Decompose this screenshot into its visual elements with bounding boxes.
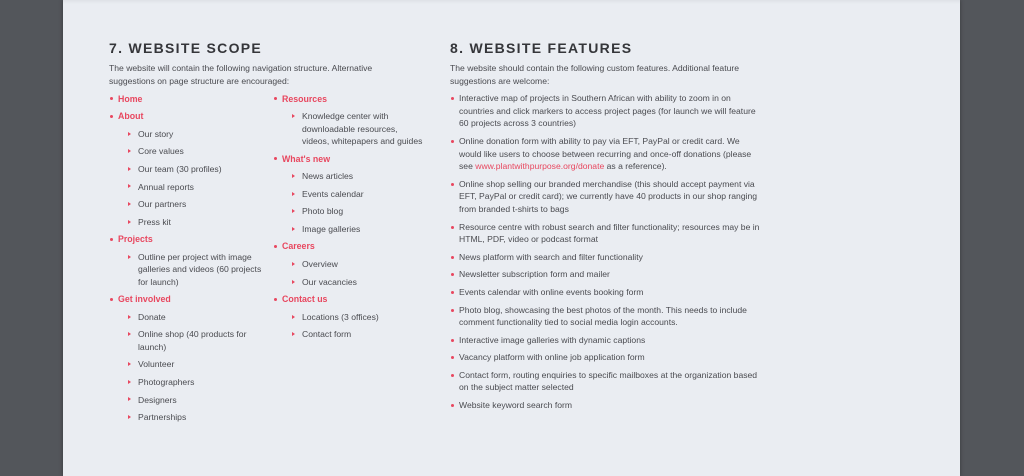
bullet-icon [451, 183, 454, 186]
sub-nav-item [128, 178, 269, 196]
bullet-icon [451, 356, 454, 359]
nav-item-label: Projects [118, 234, 153, 245]
bullet-icon [451, 140, 454, 143]
feature-text: Interactive map of projects in Southern African with ability to zoom in on countries and click markers to access project pages (for launch we will feature 60 projects across 3 countries) [459, 93, 756, 129]
feature-text: Vacancy platform with online job application form [459, 352, 645, 363]
nav-item-label: About [118, 111, 144, 122]
triangle-bullet-icon [292, 262, 295, 266]
sub-nav-item-label: Donate [138, 311, 166, 322]
nav-item-label: Contact us [282, 294, 328, 305]
section-intro: The website should contain the following custom features. Additional feature suggestions are welcome: [450, 63, 740, 86]
feature-item [450, 135, 760, 173]
nav-item-label: Get involved [118, 294, 171, 305]
sub-nav-item-label: Annual reports [138, 181, 194, 192]
triangle-bullet-icon [292, 209, 295, 213]
bullet-icon [451, 374, 454, 377]
sub-nav-item-label: Outline per project with image galleries and videos (60 projects for launch) [138, 251, 262, 287]
website-scope-section [109, 38, 423, 423]
nav-item-label: Home [118, 93, 143, 104]
nav-item [273, 150, 423, 238]
sub-nav-item-label: Photographers [138, 376, 195, 387]
bullet-icon [110, 97, 113, 100]
section-title: 8. WEBSITE FEATURES [450, 40, 633, 56]
feature-item [450, 268, 760, 281]
triangle-bullet-icon [292, 114, 295, 118]
feature-text: Newsletter subscription form and mailer [459, 269, 610, 280]
feature-list [450, 92, 760, 411]
bullet-icon [451, 256, 454, 259]
bullet-icon [451, 404, 454, 407]
feature-item [450, 304, 760, 329]
sub-nav-item [292, 255, 423, 273]
triangle-bullet-icon [128, 255, 131, 259]
bullet-icon [451, 309, 454, 312]
nav-item [109, 231, 269, 291]
triangle-bullet-icon [292, 280, 295, 284]
nav-item-label: What's new [282, 153, 331, 164]
triangle-bullet-icon [128, 397, 131, 401]
sub-nav-item [128, 409, 269, 427]
sub-nav-item-label: Online shop (40 products for launch) [138, 329, 247, 352]
sub-nav-item [128, 160, 269, 178]
nav-item-label: Careers [282, 241, 315, 252]
nav-item [109, 291, 269, 426]
sub-nav-item [292, 108, 423, 150]
triangle-bullet-icon [128, 415, 131, 419]
bullet-icon [451, 273, 454, 276]
triangle-bullet-icon [128, 167, 131, 171]
sub-nav-item [128, 391, 269, 409]
sub-nav-item [292, 326, 423, 344]
sub-nav-item-label: Overview [302, 259, 338, 270]
sub-nav-item-label: Photo blog [302, 206, 344, 217]
nav-item-label: Resources [282, 93, 327, 104]
donate-reference-link[interactable]: www.plantwithpurpose.org/donate [475, 161, 605, 172]
sub-nav-item-label: Volunteer [138, 359, 175, 370]
feature-text: Events calendar with online events booking form [459, 286, 644, 297]
bullet-icon [274, 298, 277, 301]
feature-text: Interactive image galleries with dynamic captions [459, 334, 646, 345]
sub-nav-item [128, 373, 269, 391]
sub-nav-item [128, 125, 269, 143]
sub-nav-item [292, 308, 423, 326]
sub-nav-list [282, 308, 423, 343]
feature-text: Photo blog, showcasing the best photos of the month. This needs to include comment functionality tied to social media login accounts. [459, 304, 747, 328]
sub-nav-item-label: Designers [138, 394, 177, 405]
nav-item [109, 90, 269, 108]
triangle-bullet-icon [292, 192, 295, 196]
sub-nav-item [292, 168, 423, 186]
sub-nav-item-label: Our vacancies [302, 276, 357, 287]
triangle-bullet-icon [292, 174, 295, 178]
sub-nav-item [292, 273, 423, 291]
sub-nav-item [292, 220, 423, 238]
section-title: 7. WEBSITE SCOPE [109, 40, 263, 56]
feature-text: Website keyword search form [459, 400, 573, 411]
sub-nav-list [118, 308, 269, 426]
triangle-bullet-icon [128, 332, 131, 336]
bullet-icon [274, 157, 277, 160]
feature-item [450, 369, 760, 394]
feature-item [450, 351, 760, 364]
triangle-bullet-icon [128, 184, 131, 188]
website-features-section [450, 38, 760, 417]
document-page [63, 0, 960, 476]
triangle-bullet-icon [128, 132, 131, 136]
sub-nav-item-label: Our story [138, 128, 174, 139]
nav-column-1 [109, 90, 269, 426]
triangle-bullet-icon [128, 380, 131, 384]
triangle-bullet-icon [128, 202, 131, 206]
sub-nav-item-label: Knowledge center with downloadable resources, videos, whitepapers and guides [302, 111, 423, 147]
bullet-icon [110, 298, 113, 301]
sub-nav-item [128, 356, 269, 374]
bullet-icon [110, 115, 113, 118]
bullet-icon [451, 226, 454, 229]
feature-item [450, 251, 760, 264]
bullet-icon [451, 97, 454, 100]
nav-column-2 [273, 90, 423, 343]
sub-nav-list [118, 248, 269, 290]
triangle-bullet-icon [128, 149, 131, 153]
sub-nav-item [128, 248, 269, 290]
triangle-bullet-icon [292, 227, 295, 231]
triangle-bullet-icon [128, 315, 131, 319]
triangle-bullet-icon [292, 315, 295, 319]
sub-nav-list [282, 168, 423, 238]
triangle-bullet-icon [128, 362, 131, 366]
feature-item [450, 221, 760, 246]
sub-nav-list [282, 255, 423, 290]
sub-nav-item-label: Locations (3 offices) [302, 311, 379, 322]
sub-nav-item-label: Our team (30 profiles) [138, 163, 222, 174]
triangle-bullet-icon [128, 220, 131, 224]
nav-item [273, 291, 423, 344]
section-intro: The website will contain the following navigation structure. Alternative suggestions on page structure are encouraged: [109, 63, 373, 86]
nav-item [273, 90, 423, 150]
sub-nav-item [128, 326, 269, 356]
bullet-icon [274, 97, 277, 100]
bullet-icon [274, 245, 277, 248]
bullet-icon [451, 291, 454, 294]
feature-text: Contact form, routing enquiries to specific mailboxes at the organization based on the subject matter selected [459, 369, 758, 393]
sub-nav-item [128, 308, 269, 326]
feature-item [450, 286, 760, 299]
feature-text: Online donation form with ability to pay via EFT, PayPal or credit card. We would like users to choose between recurring and once-off donations (please see [459, 135, 752, 172]
feature-item [450, 92, 760, 130]
sub-nav-item-label: Events calendar [302, 188, 364, 199]
sub-nav-item-label: Partnerships [138, 412, 187, 423]
sub-nav-item-label: News articles [302, 171, 354, 182]
sub-nav-item [292, 203, 423, 221]
sub-nav-item [128, 196, 269, 214]
sub-nav-item-label: Our partners [138, 199, 187, 210]
sub-nav-item-label: Contact form [302, 329, 352, 340]
sub-nav-item-label: Image galleries [302, 223, 361, 234]
bullet-icon [110, 238, 113, 241]
sub-nav-list [282, 108, 423, 150]
sub-nav-item [128, 143, 269, 161]
feature-text: as a reference). [604, 161, 667, 172]
nav-item [273, 238, 423, 291]
sub-nav-item-label: Press kit [138, 216, 171, 227]
feature-item [450, 334, 760, 347]
sub-nav-item-label: Core values [138, 146, 184, 157]
bullet-icon [451, 339, 454, 342]
feature-item [450, 178, 760, 216]
sub-nav-item [128, 213, 269, 231]
triangle-bullet-icon [292, 332, 295, 336]
nav-item [109, 108, 269, 231]
sub-nav-item [292, 185, 423, 203]
feature-text: News platform with search and filter functionality [459, 251, 643, 262]
sub-nav-list [118, 125, 269, 231]
feature-text: Online shop selling our branded merchandise (this should accept payment via EFT, PayPal or credit card); we currently have 40 products in our shop ranging from branded t-shirts to bags [459, 178, 758, 214]
feature-text: Resource centre with robust search and filter functionality; resources may be in HTML, PDF, video or podcast format [459, 221, 760, 245]
feature-item [450, 399, 760, 412]
